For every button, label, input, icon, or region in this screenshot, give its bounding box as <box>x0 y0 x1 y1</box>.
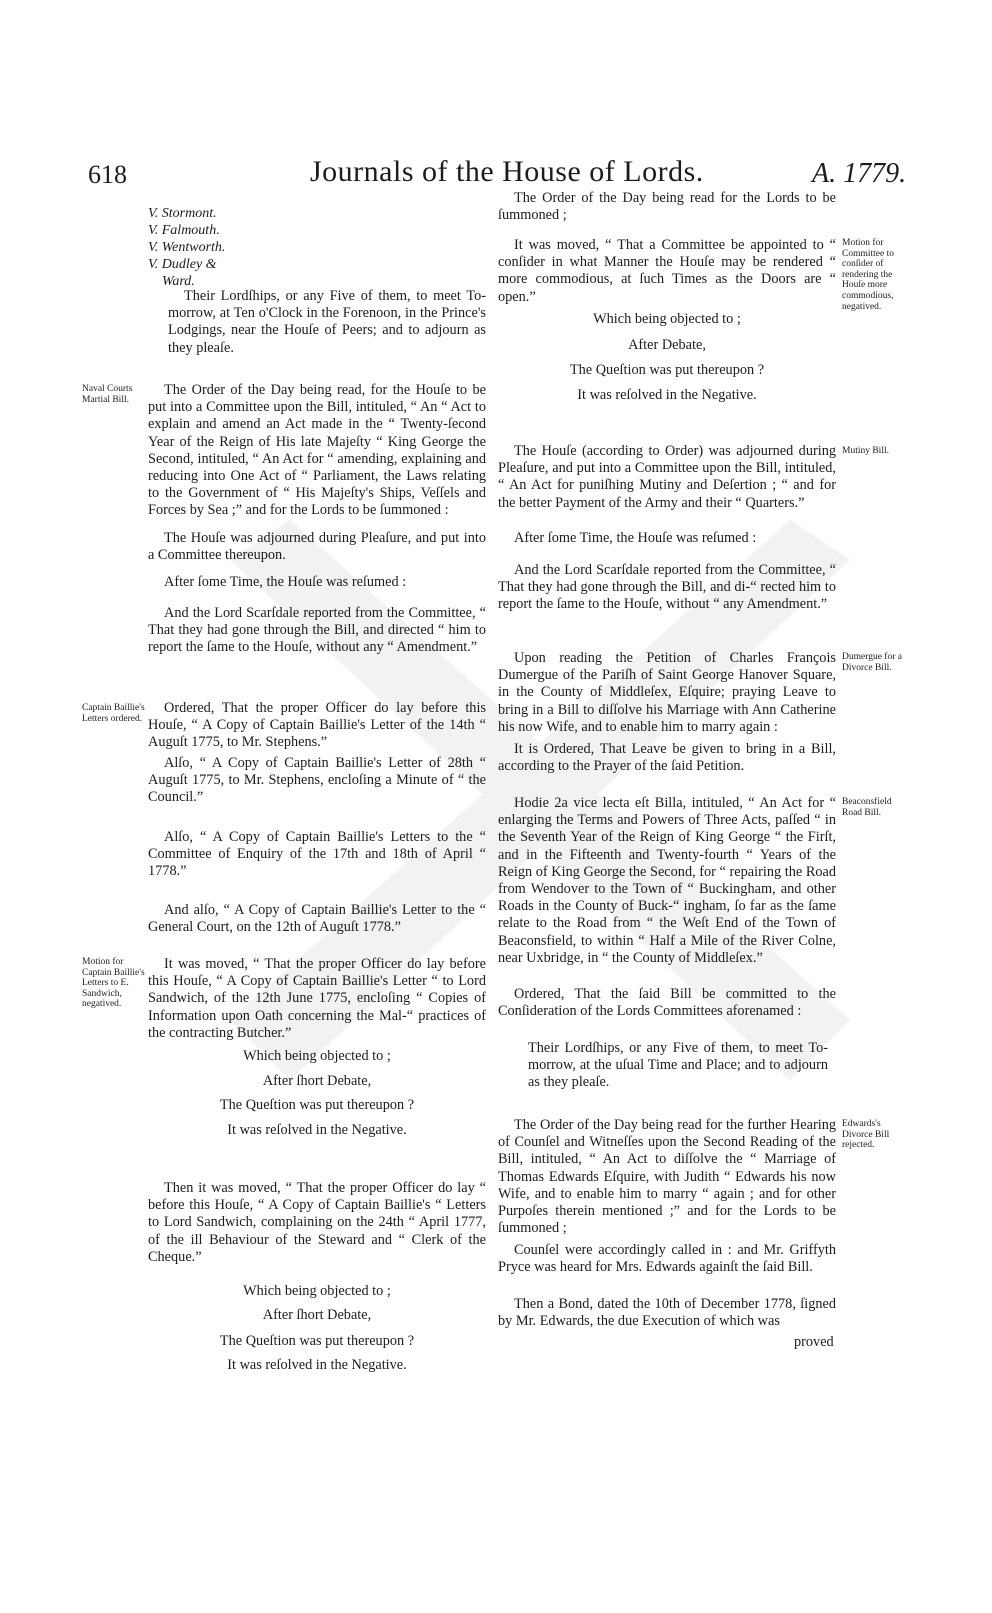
margin-note-motion-committee: Motion for Committee to conſider of rendering the Houſe more commodious, negatived. <box>842 238 894 312</box>
list-item: V. Falmouth. <box>148 223 220 238</box>
list-item: V. Wentworth. <box>148 240 226 255</box>
margin-note-mutiny: Mutiny Bill. <box>842 446 889 456</box>
margin-note-beaconsfield: Beaconsfield Road Bill. <box>842 797 892 818</box>
resolved-line: It was reſolved in the Negative. <box>227 1122 407 1138</box>
list-item: Ward. <box>162 274 195 289</box>
margin-note-naval: Naval Courts Martial Bill. <box>82 384 133 405</box>
paragraph-ordered-baillie: Ordered, That the proper Officer do lay before this Houſe, “ A Copy of Captain Baillie's Letter of the 14th “ Auguſt 1775, to Mr. Stephens.” <box>148 700 486 751</box>
page-number: 618 <box>88 160 127 189</box>
paragraph-leave: It is Ordered, That Leave be given to bring in a Bill, according to the Prayer of the ſaid Petition. <box>498 741 836 775</box>
objected-line: Which being objected to ; <box>243 1048 391 1064</box>
paragraph-motion-baillie: It was moved, “ That the proper Officer do lay before this Houſe, “ A Copy of Captain Baillie's Letter “ to Lord Sandwich, of the 12th June 1775, encloſing “ Copies of Information upon Oath concerning the Mal-“ practices of the contracting Butcher.” <box>148 956 486 1041</box>
paragraph-order-summoned: The Order of the Day being read for the Lords to be ſummoned ; <box>498 190 836 224</box>
paragraph-resumed: After ſome Time, the Houſe was reſumed : <box>514 530 757 546</box>
margin-note-motion-baillie: Motion for Captain Baillie's Letters to E. Sandwich, negatived. <box>82 957 145 1010</box>
paragraph-adjourned: The Houſe was adjourned during Pleaſure, and put into a Committee thereupon. <box>148 530 486 564</box>
debate-line: After ſhort Debate, <box>262 1073 372 1089</box>
page-title: Journals of the House of Lords. <box>310 155 704 188</box>
paragraph-hodie: Hodie 2a vice lecta eſt Billa, intituled, “ An Act for “ enlarging the Terms and Powers of Three Acts, paſſed “ in the Seventh Year of the Reign of King George “ the Firſt, and in the Fifteenth and Twenty-fourth “ Years of the Reign of King George the Second, for “ repairing the Road from Wendover to the Town of “ Buckingham, and other Roads in the County of Buck-“ ingham, ſo far as the ſame relate to the Road from “ the Weſt End of the Town of Beaconsfield, to within “ Half a Mile of the River Colne, near Uxbridge, in “ the County of Middleſex.” <box>498 795 836 966</box>
paragraph-resumed: After ſome Time, the Houſe was reſumed : <box>164 574 407 590</box>
list-item: V. Dudley & <box>148 257 217 272</box>
debate-line: After Debate, <box>628 337 706 353</box>
paragraph-scarsdale-report: And the Lord Scarſdale reported from the Committee, “ That they had gone through the Bill, and directed “ him to report the ſame to the Houſe, without any “ Amendment.” <box>148 605 486 656</box>
margin-note-baillie-letters: Captain Baillie's Letters ordered. <box>82 703 145 724</box>
paragraph-naval-order: The Order of the Day being read, for the Houſe to be put into a Committee upon the Bill, intituled, “ An “ Act to explain and amend an Act made in the “ Twenty-ſecond Year of the Reign of His late Majeſty “ King George the Second, intituled, “ An Act for “ amending, explaining and reducing into One Act of “ Parliament, the Laws relating to the Government of “ His Majeſty's Ships, Veſſels and Forces by Sea ;” and for the Lords to be ſummoned : <box>148 382 486 519</box>
margin-note-edwards: Edwards's Divorce Bill rejected. <box>842 1119 890 1151</box>
catchword: proved <box>794 1334 834 1350</box>
paragraph-also-2: Alſo, “ A Copy of Captain Baillie's Letters to the “ Committee of Enquiry of the 17th and 18th of April “ 1778.” <box>148 829 486 880</box>
debate-line: After ſhort Debate, <box>262 1307 372 1323</box>
objected-line: Which being objected to ; <box>593 311 741 327</box>
paragraph-mutiny: The Houſe (according to Order) was adjourned during Pleaſure, and put into a Committee upon the Bill, intituled, “ An Act for puniſhing Mutiny and Deſertion ; “ and for the better Payment of the Army and their “ Quarters.” <box>498 443 836 511</box>
right-column <box>498 0 836 1613</box>
paragraph-counsel: Counſel were accordingly called in : and Mr. Griffyth Pryce was heard for Mrs. Edwards againſt the ſaid Bill. <box>498 1242 836 1276</box>
margin-note-dumergue: Dumergue for a Divorce Bill. <box>842 652 902 673</box>
question-line: The Queſtion was put thereupon ? <box>219 1097 415 1113</box>
objected-line: Which being objected to ; <box>243 1283 391 1299</box>
page-year: A. 1779. <box>812 158 907 189</box>
paragraph-meet: Their Lordſhips, or any Five of them, to meet To-morrow, at the uſual Time and Place; and to adjourn as they pleaſe. <box>528 1040 828 1091</box>
question-line: The Queſtion was put thereupon ? <box>569 362 765 378</box>
list-item: V. Stormont. <box>148 206 217 221</box>
paragraph-dumergue: Upon reading the Petition of Charles François Dumergue of the Pariſh of Saint George Hanover Square, in the County of Middleſex, Eſquire; praying Leave to bring in a Bill to diſſolve his Marriage with Ann Catherine his now Wife, and to enable him to marry again : <box>498 650 836 735</box>
paragraph-scarsdale-report: And the Lord Scarſdale reported from the Committee, “ That they had gone through the Bill, and di-“ rected him to report the ſame to the Houſe, without “ any Amendment.” <box>498 562 836 613</box>
paragraph-meet: Their Lordſhips, or any Five of them, to meet To-morrow, at Ten o'Clock in the Forenoon, in the Prince's Lodgings, near the Houſe of Peers; and to adjourn as they pleaſe. <box>168 288 486 356</box>
resolved-line: It was reſolved in the Negative. <box>227 1357 407 1373</box>
paragraph-bond: Then a Bond, dated the 10th of December 1778, ſigned by Mr. Edwards, the due Execution of which was <box>498 1296 836 1330</box>
left-column <box>148 0 486 1613</box>
paragraph-motion-sandwich: Then it was moved, “ That the proper Officer do lay “ before this Houſe, “ A Copy of Captain Baillie's “ Letters to Lord Sandwich, complaining on the 24th “ April 1777, of the ill Behaviour of the Steward and “ Clerk of the Cheque.” <box>148 1180 486 1265</box>
paragraph-committed: Ordered, That the ſaid Bill be committed to the Conſideration of the Lords Committees aforenamed : <box>498 986 836 1020</box>
paragraph-edwards: The Order of the Day being read for the further Hearing of Counſel and Witneſſes upon the Second Reading of the Bill, intituled, “ An Act to diſſolve the “ Marriage of Thomas Edwards Eſquire, with Judith “ Edwards his now Wife, and to enable him to marry “ again ; and for other Purpoſes therein mentioned ;” and for the Lords to be ſummoned ; <box>498 1117 836 1237</box>
paragraph-motion-committee: It was moved, “ That a Committee be appointed to “ conſider in what Manner the Houſe may be rendered “ more commodious, at ſuch Times as the Doors are “ open.” <box>498 237 836 305</box>
resolved-line: It was reſolved in the Negative. <box>577 387 757 403</box>
paragraph-also-1: Alſo, “ A Copy of Captain Baillie's Letter of 28th “ Auguſt 1775, to Mr. Stephens, encloſing a Minute of “ the Council.” <box>148 755 486 806</box>
question-line: The Queſtion was put thereupon ? <box>219 1333 415 1349</box>
paragraph-also-3: And alſo, “ A Copy of Captain Baillie's Letter to the “ General Court, on the 12th of Auguſt 1778.” <box>148 902 486 936</box>
